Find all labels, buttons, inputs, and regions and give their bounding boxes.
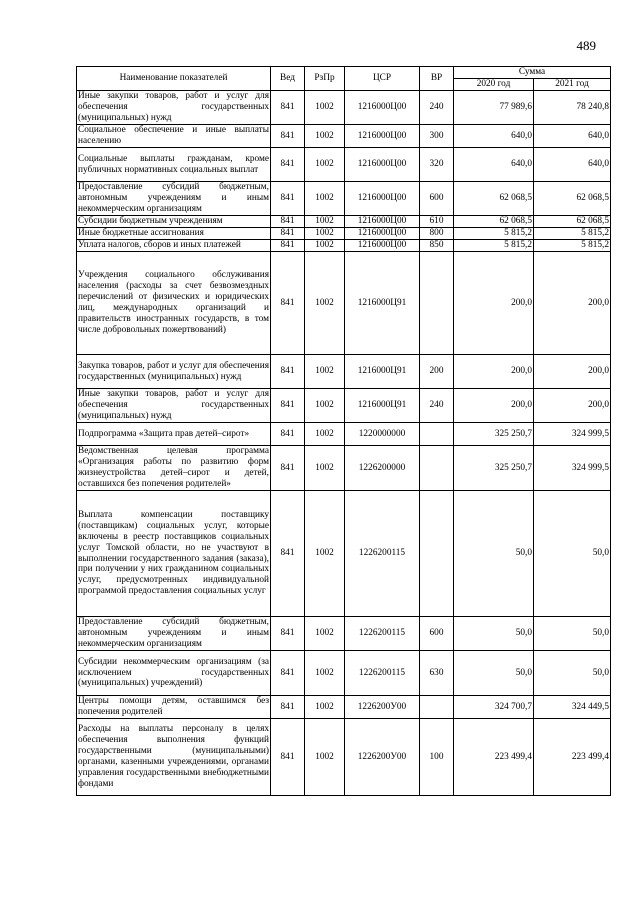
row-name: Уплата налогов, сборов и иных платежей [77,240,271,252]
table-row [77,216,611,228]
row-name: Выплата компенсации поставщику (поставщикам) социальных услуг, которые включены в реестр поставщиков социальных услуг Томской области, но не участвуют в выполнении государственного задания (заказа), при получении у них гражданином социальных услуг, предусмотренных индивидуальной программой предоставления социальных услуг [77,491,271,617]
header-rzpr: РзПр [305,67,345,91]
row-name: Учреждения социального обслуживания населения (расходы за счет безвозмездных перечислений от физических и юридических лиц, международных организаций и правительств иностранных государств, в том числе добровольных пожертвований) [77,252,271,355]
row-ved: 841 [271,423,305,446]
header-csr: ЦСР [345,67,420,91]
row-ved: 841 [271,148,305,182]
table-row [77,148,611,182]
table-row [77,125,611,148]
row-sum-2021: 50,0 [534,617,611,651]
row-vr: 800 [420,228,454,240]
row-ved: 841 [271,355,305,389]
row-rzpr: 1002 [305,423,345,446]
row-name: Закупка товаров, работ и услуг для обеспечения государственных (муниципальных) нужд [77,355,271,389]
row-sum-2020: 200,0 [454,252,534,355]
row-name: Социальные выплаты гражданам, кроме публичных нормативных социальных выплат [77,148,271,182]
table-row [77,228,611,240]
table-row [77,696,611,719]
row-sum-2021: 223 499,4 [534,719,611,796]
row-vr: 200 [420,355,454,389]
row-rzpr: 1002 [305,719,345,796]
page-number: 489 [576,38,596,53]
row-ved: 841 [271,651,305,696]
row-csr: 1226200У00 [345,719,420,796]
row-csr: 1216000Ц00 [345,240,420,252]
row-csr: 1216000Ц00 [345,216,420,228]
row-vr: 240 [420,389,454,423]
row-sum-2020: 200,0 [454,355,534,389]
row-name: Центры помощи детям, оставшимся без попечения родителей [78,696,269,717]
row-rzpr: 1002 [305,125,345,148]
table-row [77,719,611,796]
table-row [77,423,611,446]
row-sum-2021: 62 068,5 [534,216,611,228]
header-name: Наименование показателей [77,67,271,91]
row-rzpr: 1002 [305,389,345,423]
row-rzpr: 1002 [305,355,345,389]
budget-table [76,66,611,796]
row-vr: 630 [420,651,454,696]
row-csr: 1216000Ц00 [345,228,420,240]
table-row [77,240,611,252]
row-rzpr: 1002 [305,252,345,355]
row-rzpr: 1002 [305,182,345,216]
row-ved: 841 [271,125,305,148]
row-sum-2021: 50,0 [534,651,611,696]
row-csr: 1216000Ц91 [345,252,420,355]
row-ved: 841 [271,182,305,216]
row-ved: 841 [271,228,305,240]
row-name: Социальное обеспечение и иные выплаты населению [78,125,269,146]
row-name: Субсидии некоммерческим организациям (за исключением государственных (муниципальных) учреждений) [77,651,271,696]
row-sum-2020: 223 499,4 [454,719,534,796]
header-year-2020: 2020 год [454,79,534,91]
row-name: Иные закупки товаров, работ и услуг для обеспечения государственных (муниципальных) нужд [78,389,269,421]
row-name: Предоставление субсидий бюджетным, автономным учреждениям и иным некоммерческим организациям [78,182,269,214]
row-name: Иные бюджетные ассигнования [77,228,271,240]
row-rzpr: 1002 [305,491,345,617]
row-sum-2020: 50,0 [454,491,534,617]
row-sum-2021: 78 240,8 [534,91,611,125]
row-csr: 1216000Ц91 [345,389,420,423]
row-name: Предоставление субсидий бюджетным, автономным учреждениям и иным некоммерческим организациям [78,617,269,649]
row-rzpr: 1002 [305,228,345,240]
row-sum-2020: 640,0 [454,148,534,182]
row-rzpr: 1002 [305,446,345,491]
row-ved: 841 [271,91,305,125]
row-sum-2020: 200,0 [454,389,534,423]
row-sum-2020: 324 700,7 [454,696,534,719]
row-ved: 841 [271,240,305,252]
row-sum-2020: 50,0 [454,651,534,696]
row-ved: 841 [271,617,305,651]
row-name: Ведомственная целевая программа «Организация работы по развитию форм жизнеустройства детей–сирот и детей, оставшихся без попечения родителей» [78,446,269,489]
row-sum-2021: 200,0 [534,252,611,355]
row-vr [420,252,454,355]
table-body [77,91,611,796]
row-sum-2021: 200,0 [534,355,611,389]
row-csr: 1216000Ц00 [345,148,420,182]
row-csr: 1226200У00 [345,696,420,719]
row-sum-2020: 50,0 [454,617,534,651]
row-vr [420,491,454,617]
row-vr [420,696,454,719]
row-ved: 841 [271,389,305,423]
row-vr: 240 [420,91,454,125]
row-sum-2021: 324 449,5 [534,696,611,719]
row-csr: 1226200000 [345,446,420,491]
row-ved: 841 [271,252,305,355]
row-csr: 1216000Ц00 [345,91,420,125]
header-ved: Вед [271,67,305,91]
table-row [77,651,611,696]
row-ved: 841 [271,719,305,796]
row-sum-2021: 5 815,2 [534,228,611,240]
row-sum-2020: 77 989,6 [454,91,534,125]
row-csr: 1216000Ц91 [345,355,420,389]
row-sum-2021: 324 999,5 [534,446,611,491]
row-rzpr: 1002 [305,696,345,719]
table-row [77,182,611,216]
row-sum-2020: 325 250,7 [454,446,534,491]
row-vr: 850 [420,240,454,252]
row-vr [420,446,454,491]
row-sum-2020: 62 068,5 [454,216,534,228]
row-sum-2021: 62 068,5 [534,182,611,216]
row-sum-2021: 5 815,2 [534,240,611,252]
row-sum-2021: 640,0 [534,125,611,148]
row-sum-2021: 50,0 [534,491,611,617]
row-sum-2020: 5 815,2 [454,228,534,240]
table-row [77,389,611,423]
table-row [77,617,611,651]
row-sum-2021: 640,0 [534,148,611,182]
row-ved: 841 [271,216,305,228]
table-row [77,491,611,617]
row-sum-2020: 5 815,2 [454,240,534,252]
row-sum-2021: 324 999,5 [534,423,611,446]
row-sum-2021: 200,0 [534,389,611,423]
row-ved: 841 [271,696,305,719]
row-csr: 1216000Ц00 [345,182,420,216]
row-name: Иные закупки товаров, работ и услуг для обеспечения государственных (муниципальных) нужд [78,91,269,123]
row-vr: 600 [420,182,454,216]
row-rzpr: 1002 [305,216,345,228]
row-vr: 300 [420,125,454,148]
row-rzpr: 1002 [305,617,345,651]
row-name: Расходы на выплаты персоналу в целях обеспечения выполнения функций государственными (муниципальными) органами, казенными учреждениями, органами управления государственными внебюджетными фондами [77,719,271,796]
row-sum-2020: 325 250,7 [454,423,534,446]
row-csr: 1226200115 [345,617,420,651]
table-row [77,252,611,355]
row-sum-2020: 62 068,5 [454,182,534,216]
row-vr: 610 [420,216,454,228]
row-vr [420,423,454,446]
header-sum: Сумма [454,67,611,79]
row-ved: 841 [271,491,305,617]
row-csr: 1216000Ц00 [345,125,420,148]
row-rzpr: 1002 [305,148,345,182]
row-sum-2020: 640,0 [454,125,534,148]
table-row [77,91,611,125]
header-vr: ВР [420,67,454,91]
row-vr: 600 [420,617,454,651]
row-ved: 841 [271,446,305,491]
row-csr: 1226200115 [345,651,420,696]
row-csr: 1220000000 [345,423,420,446]
row-rzpr: 1002 [305,240,345,252]
table-row [77,446,611,491]
row-name: Подпрограмма «Защита прав детей–сирот» [77,423,271,446]
row-rzpr: 1002 [305,91,345,125]
table-row [77,355,611,389]
row-rzpr: 1002 [305,651,345,696]
row-vr: 100 [420,719,454,796]
row-csr: 1226200115 [345,491,420,617]
header-year-2021: 2021 год [534,79,611,91]
row-vr: 320 [420,148,454,182]
row-name: Субсидии бюджетным учреждениям [77,216,271,228]
